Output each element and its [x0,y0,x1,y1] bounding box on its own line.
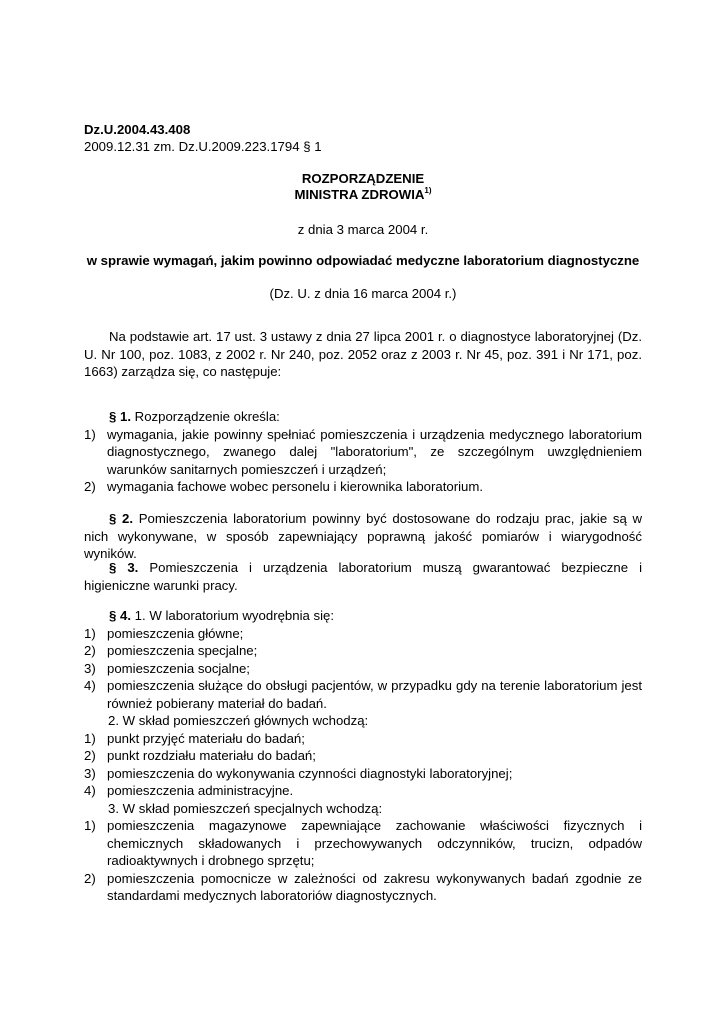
list-item: 2) punkt rozdziału materiału do badań; [84,748,316,763]
subsection-2-intro: 2. W skład pomieszczeń głównych wchodzą: [108,713,369,728]
act-date: z dnia 3 marca 2004 r. [297,222,429,237]
section-mark: § 3. [109,560,139,575]
list-item: 3) pomieszczenia do wykonywania czynności diagnostyki laboratoryjnej; [84,765,513,781]
amendment-note: 2009.12.31 zm. Dz.U.2009.223.1794 § 1 [84,139,322,154]
section-1-list [84,426,642,496]
list-item: 2) pomieszczenia pomocnicze w zależności od zakresu wykonywanych badań zgodnie ze standardami medycznych laboratoriów diagnostycznych. [84,870,642,903]
list-item: 4) pomieszczenia administracyjne. [84,783,294,798]
section-2: § 2. Pomieszczenia laboratorium powinny być dostosowane do rodzaju prac, jakie są w nich wykonywane, w sposób zapewniający poprawną jakość pomiarów i wiarygodność wyników. [84,511,642,561]
list-item: 2) pomieszczenia specjalne; [84,643,258,658]
section-4-list-1 [84,625,642,713]
section-1-intro: § 1. Rozporządzenie określa: [109,409,280,424]
preamble-line: 1663) zarządza się, co następuje: [84,364,282,379]
list-item: 4) pomieszczenia służące do obsługi pacjentów, w przypadku gdy na terenie laboratorium jest również pobierany materiał do badań. [84,678,642,711]
preamble-line: Na podstawie art. 17 ust. 3 ustawy z dnia 27 lipca 2001 r. o diagnostyce laboratoryjnej (Dz. [109,329,642,344]
section-4-list-3 [84,817,642,905]
section-1 [84,408,642,496]
list-item: 2) wymagania fachowe wobec personelu i kierownika laboratorium. [84,479,484,494]
list-item: 1) wymagania, jakie powinny spełniać pomieszczenia i urządzenia medycznego laboratorium diagnostycznego, zwanego dalej "laboratorium", ze szczególnym uwzględnieniem warunków sanitarnych pomieszczeń i urządzeń; [84,426,642,477]
issuer-heading: MINISTRA ZDROWIA$^{1)}$ [294,186,432,202]
section-4 [84,607,642,905]
section-4-intro: § 4. 1. W laboratorium wyodrębnia się: [109,608,335,623]
act-type-heading: ROZPORZĄDZENIE [301,171,425,186]
section-3: § 3. Pomieszczenia i urządzenia laboratorium muszą gwarantować bezpieczne i higieniczne warunki pracy. [84,560,642,593]
section-mark: § 1. [109,409,131,424]
section-4-list-2 [84,730,642,800]
preamble [84,328,642,381]
act-subject: w sprawie wymagań, jakim powinno odpowiadać medyczne laboratorium diagnostyczne [86,253,640,268]
section-mark: § 4. [109,608,131,623]
list-item: 1) pomieszczenia magazynowe zapewniające zachowanie właściwości fizycznych i chemicznych składowanych i przechowywanych odczynników, trucizn, odpadów radioaktywnych i drobnego sprzętu; [84,818,642,868]
preamble-line: U. Nr 100, poz. 1083, z 2002 r. Nr 240, poz. 2052 oraz z 2003 r. Nr 45, poz. 391 i Nr 171, poz. [84,346,642,362]
publication-note: (Dz. U. z dnia 16 marca 2004 r.) [269,286,457,301]
document-reference: Dz.U.2004.43.408 [84,122,191,137]
list-item: 1) pomieszczenia główne; [84,625,244,641]
list-item: 1) punkt przyjęć materiału do badań; [84,730,305,746]
footnote-mark: 1) [424,186,432,195]
section-mark: § 2. [109,511,134,526]
subsection-3-intro: 3. W skład pomieszczeń specjalnych wchodzą: [108,800,383,816]
list-item: 3) pomieszczenia socjalne; [84,660,250,676]
